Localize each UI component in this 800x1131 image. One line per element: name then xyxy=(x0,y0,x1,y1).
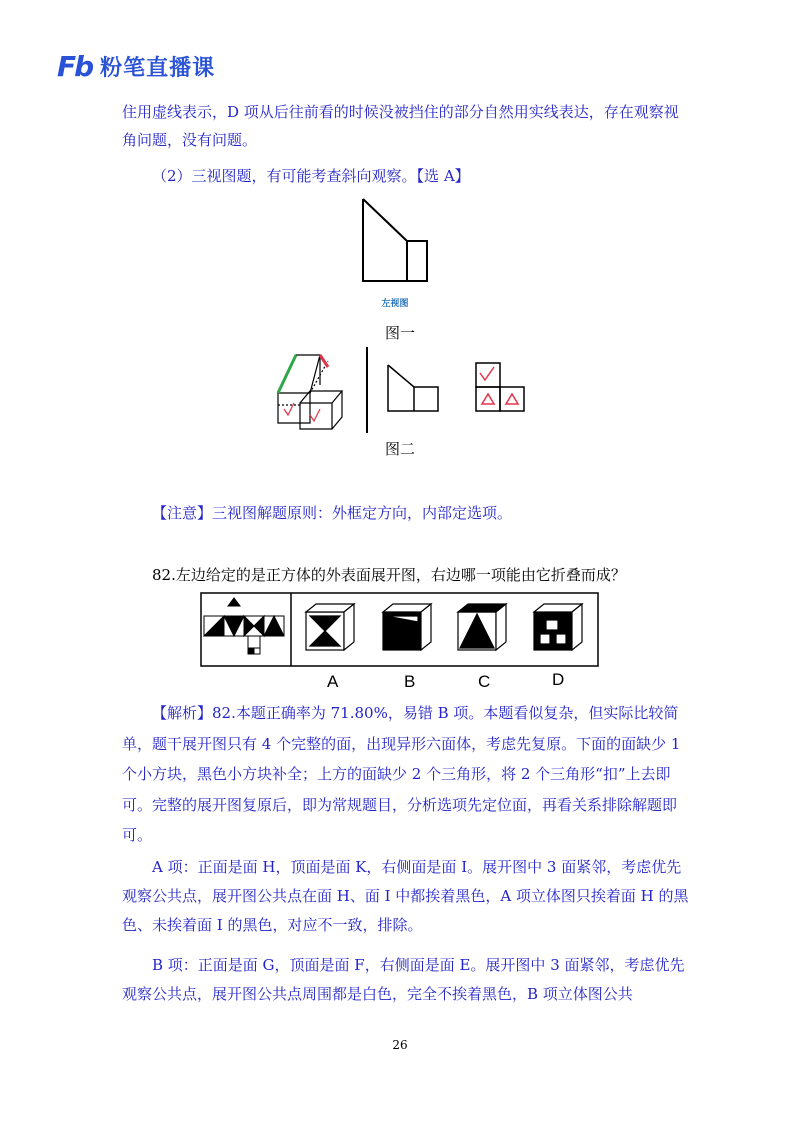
option-d-cube xyxy=(534,604,582,650)
analysis-option-b: B 项：正面是面 G，顶面是面 F，右侧面是面 E。展开图中 3 面紧邻，考虑优先观察公共点，展开图公共点周围都是白色，完全不挨着黑色，B 项立体图公共 xyxy=(122,956,685,1003)
red-check-mark-2 xyxy=(310,409,320,421)
grid-triangle-1 xyxy=(482,394,494,404)
page-number: 26 xyxy=(392,1038,408,1052)
left-view-outline xyxy=(388,365,438,411)
figure-1-small-caption: 左视图 xyxy=(381,299,409,309)
figure-1-left-view xyxy=(355,195,435,287)
paragraph-continued: 住用虚线表示，D 项从后往前看的时候没被挡住的部分自然用实线表达，存在观察视角问题，没有问题。 xyxy=(122,103,679,149)
grid-check-mark xyxy=(480,367,494,380)
paragraph-three-view: （2）三视图题，有可能考查斜向观察。【选 A】 xyxy=(152,167,470,185)
option-label-d: D xyxy=(552,670,565,689)
figure-2-caption: 图二 xyxy=(384,440,415,458)
red-edge xyxy=(320,355,328,367)
cube-net xyxy=(204,598,284,654)
green-edge xyxy=(278,355,296,393)
logo-mark: Fb xyxy=(57,50,93,83)
option-b-cube xyxy=(383,604,431,650)
logo-text: 粉笔直播课 xyxy=(100,56,216,81)
analysis-option-a: A 项：正面是面 H，顶面是面 K，右侧面是面 I。展开图中 3 面紧邻，考虑优先观察公共点，展开图公共点在面 H、面 I 中都挨着黑色，A 项立体图只挨着面 H 的黑色、未挨着面 I 的黑色，对应不一致，排除。 xyxy=(122,858,689,934)
note-paragraph: 【注意】三视图解题原则：外框定方向，内部定选项。 xyxy=(152,504,513,522)
analysis-paragraph: 【解析】82.本题正确率为 71.80%，易错 B 项。本题看似复杂，但实际比较简单，题干展开图只有 4 个完整的面，出现异形六面体，考虑先复原。下面的面缺少 1 个小方块，黑色小方块补全；上方的面缺少 2 个三角形，将 2 个三角形“扣”上去即可。完整的展开图复原后，即为常规题目，分析选项先定位面，再看关系排除解题即可。 xyxy=(122,704,681,844)
option-label-b: B xyxy=(404,672,416,691)
brand-logo xyxy=(57,50,215,83)
option-a-cube xyxy=(306,604,354,650)
grid-triangle-2 xyxy=(506,394,518,404)
question-82-figure xyxy=(200,592,600,668)
question-82: 82.左边给定的是正方体的外表面展开图，右边哪一项能由它折叠而成？ xyxy=(152,566,626,584)
option-c-cube xyxy=(458,604,506,650)
figure-1-caption: 图一 xyxy=(384,324,415,342)
option-label-a: A xyxy=(327,672,339,691)
cube-assembly-drawing xyxy=(278,355,342,429)
red-check-mark-1 xyxy=(284,403,294,415)
figure-2-diagram xyxy=(270,345,535,435)
option-label-c: C xyxy=(478,672,491,691)
